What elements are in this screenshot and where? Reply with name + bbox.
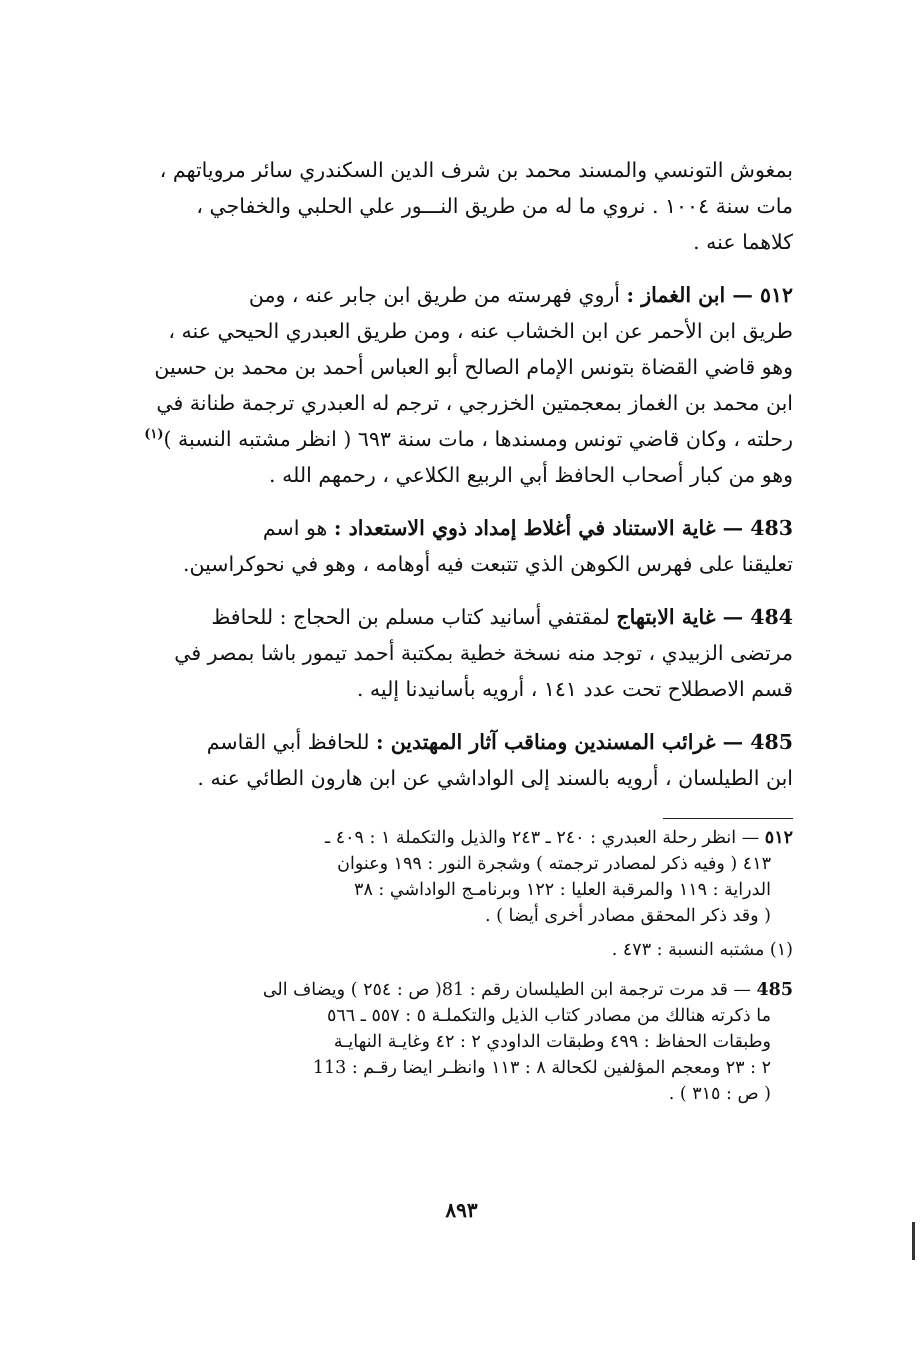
footnote-line: ٤١٣ ( وفيه ذكر لمصادر ترجمته ) وشجرة النور : ١٩٩ وعنوان [337, 854, 771, 874]
entry-text: أروي فهرسته من طريق ابن جابر عنه ، ومن [248, 283, 620, 307]
footnote-line: ( وقد ذكر المحقق مصادر أخرى أيضا ) . [485, 906, 771, 926]
footnote-line: — قد مرت ترجمة ابن الطيلسان رقم : 81( ص : ٢٥٤ ) ويضاف الى [262, 980, 751, 1000]
entry-text: مرتضى الزبيدي ، توجد منه نسخة خطية بمكتبة أحمد تيمور باشا بمصر في [174, 641, 793, 665]
entry-text: للحافظ أبي القاسم [206, 730, 370, 754]
entry-heading: ٥١٢ — ابن الغماز : [626, 283, 793, 307]
entry-text: قسم الاصطلاح تحت عدد ١٤١ ، أرويه بأسانيدنا إليه . [356, 677, 793, 701]
scan-edge-mark [912, 1222, 915, 1260]
entry-text: تعليقنا على فهرس الكوهن الذي تتبعت فيه أوهامه ، وهو في نحوكراسين. [182, 552, 793, 576]
footnote-line: ( ص : ٣١٥ ) . [668, 1084, 771, 1104]
footnote-line: ٢ : ٢٣ ومعجم المؤلفين لكحالة ٨ : ١١٣ وانظـر ايضا رقـم : 113 [312, 1058, 771, 1078]
entry-heading: 484 — غاية الابتهاج [616, 605, 793, 629]
entry-text: وهو قاضي القضاة بتونس الإمام الصالح أبو العباس أحمد بن محمد بن حسين [154, 355, 793, 379]
intro-line: بمغوش التونسي والمسند محمد بن شرف الدين السكندري سائر مروياتهم ، [159, 158, 793, 182]
entry-text: طريق ابن الأحمر عن ابن الخشاب عنه ، ومن طريق العبدري الحيحي عنه ، [168, 319, 793, 343]
footnote-number: 485 [756, 980, 793, 1000]
footnote-reference[interactable]: (١) [144, 427, 164, 443]
page-number: ٨٩٣ [445, 1198, 478, 1222]
entry-heading: 485 — غرائب المسندين ومناقب آثار المهتدين : [375, 730, 793, 754]
main-text [128, 152, 793, 796]
footnote-line: وطبقات الحفاظ : ٤٩٩ وطبقات الداودي ٢ : ٤٢ وغايـة النهايـة [333, 1032, 771, 1052]
footnote-512 [128, 825, 793, 929]
entry-484 [128, 599, 793, 707]
entry-485 [128, 724, 793, 796]
entry-heading: 483 — غاية الاستناد في أغلاط إمداد ذوي الاستعداد : [333, 516, 793, 540]
footnote-485 [128, 977, 793, 1107]
intro-paragraph [128, 152, 793, 260]
footnote-divider [663, 818, 793, 819]
footnote-line: الدراية : ١١٩ والمرقبة العليا : ١٢٢ وبرنامـج الواداشي : ٣٨ [354, 880, 771, 900]
footnote-line: ما ذكرته هنالك من مصادر كتاب الذيل والتكملـة ٥ : ٥٥٧ ـ ٥٦٦ [326, 1006, 771, 1026]
entry-512 [128, 277, 793, 493]
entry-text: رحلته ، وكان قاضي تونس ومسندها ، مات سنة ٦٩٣ ( انظر مشتبه النسبة ) [163, 427, 793, 451]
entry-483 [128, 510, 793, 582]
entry-text: ابن الطيلسان ، أرويه بالسند إلى الواداشي عن ابن هارون الطائي عنه . [197, 766, 793, 790]
entry-text: وهو من كبار أصحاب الحافظ أبي الربيع الكلاعي ، رحمهم الله . [269, 463, 793, 487]
intro-line: كلاهما عنه . [693, 230, 793, 254]
entry-text: لمقتفي أسانيد كتاب مسلم بن الحجاج : للحافظ [211, 605, 610, 629]
footnote-number: ٥١٢ [764, 828, 793, 848]
footnote-line: — انظر رحلة العبدري : ٢٤٠ ـ ٢٤٣ والذيل والتكملة ١ : ٤٠٩ ـ [325, 828, 760, 848]
footnotes [128, 825, 793, 1107]
footnote-1: (١) مشتبه النسبة : ٤٧٣ . [611, 940, 793, 960]
intro-line: مات سنة ١٠٠٤ . نروي ما له من طريق النـــور علي الحلبي والخفاجي ، [196, 194, 793, 218]
entry-text: ابن محمد بن الغماز بمعجمتين الخزرجي ، ترجم له العبدري ترجمة طنانة في [156, 391, 793, 415]
entry-text: هو اسم [262, 516, 328, 540]
